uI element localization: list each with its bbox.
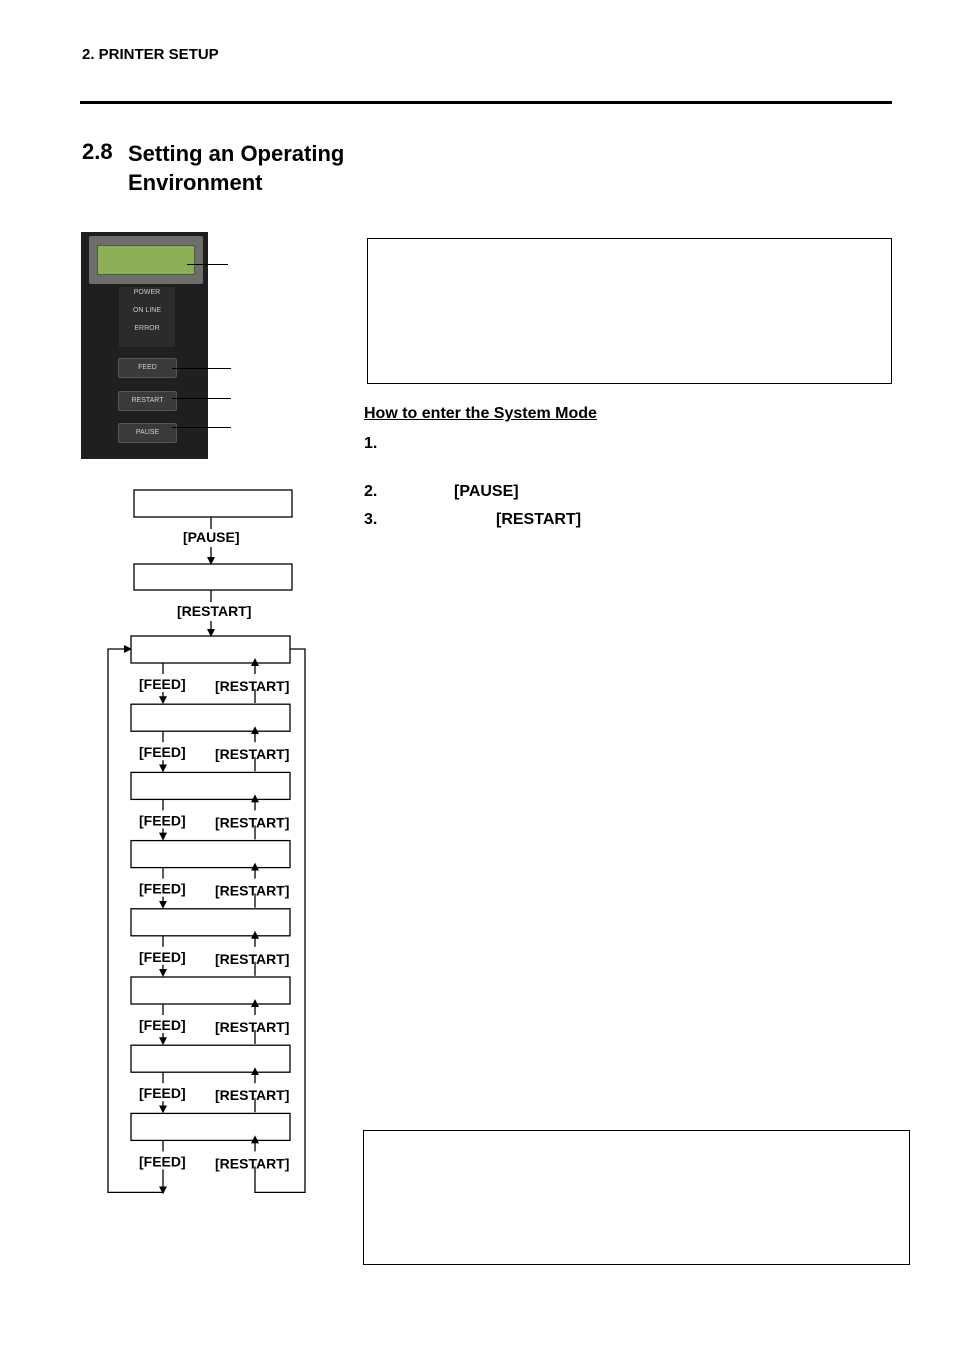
flow-box-menu-2 bbox=[131, 704, 290, 731]
step-2-key: [PAUSE] bbox=[454, 483, 519, 500]
section-title-line1: Setting an Operating bbox=[128, 141, 345, 166]
flow-label-feed: [FEED] bbox=[139, 812, 186, 829]
step-3-number: 3. bbox=[364, 511, 378, 528]
pause-key: PAUSE bbox=[118, 423, 177, 443]
flow-label-pause: [PAUSE] bbox=[183, 529, 240, 545]
flow-box-second bbox=[134, 564, 292, 590]
flow-box-menu-6 bbox=[131, 977, 290, 1004]
flow-box-menu-4 bbox=[131, 841, 290, 868]
feed-key: FEED bbox=[118, 358, 177, 378]
flow-label-restart-loop: [RESTART] bbox=[215, 1019, 290, 1035]
flow-box-menu-7 bbox=[131, 1045, 290, 1072]
led-online: ON LINE bbox=[132, 307, 161, 314]
led-power: POWER bbox=[133, 289, 161, 296]
step-3-key: [RESTART] bbox=[496, 511, 582, 528]
howto-heading: How to enter the System Mode bbox=[364, 405, 597, 422]
section-number: 2.8 bbox=[82, 139, 113, 164]
flow-label-restart-loop: [RESTART] bbox=[215, 678, 290, 694]
flow-label-restart-loop: [RESTART] bbox=[215, 746, 290, 763]
step-1-number: 1. bbox=[364, 435, 378, 452]
running-header: 2. PRINTER SETUP bbox=[82, 46, 219, 63]
flow-loop-back-right bbox=[255, 649, 305, 1192]
flow-label-feed: [FEED] bbox=[139, 744, 186, 761]
flow-label-restart-loop: [RESTART] bbox=[215, 1155, 290, 1172]
section-title-line2: Environment bbox=[128, 170, 263, 195]
flow-label-restart-loop: [RESTART] bbox=[215, 814, 290, 831]
flow-box-menu-8 bbox=[131, 1113, 290, 1140]
flow-label-feed: [FEED] bbox=[139, 1017, 186, 1033]
flow-label-restart-loop: [RESTART] bbox=[215, 1087, 290, 1104]
flow-label-restart-loop: [RESTART] bbox=[215, 950, 290, 967]
flow-label-feed: [FEED] bbox=[139, 880, 186, 897]
flow-box-initial bbox=[134, 490, 292, 517]
flow-label-feed: [FEED] bbox=[139, 948, 186, 965]
flow-label-feed: [FEED] bbox=[139, 676, 186, 692]
flow-loop-back-left bbox=[108, 649, 163, 1192]
led-error: ERROR bbox=[134, 325, 160, 332]
flow-label-feed: [FEED] bbox=[139, 1153, 186, 1170]
flow-label-feed: [FEED] bbox=[139, 1085, 186, 1102]
restart-key: RESTART bbox=[118, 391, 177, 411]
note-box-bottom bbox=[363, 1130, 910, 1265]
step-2-number: 2. bbox=[364, 483, 378, 500]
flow-label-restart-loop: [RESTART] bbox=[215, 882, 290, 899]
note-box-top bbox=[367, 238, 892, 384]
flow-box-menu-1 bbox=[131, 636, 290, 663]
flow-box-menu-3 bbox=[131, 772, 290, 799]
flow-box-menu-5 bbox=[131, 909, 290, 936]
flow-label-restart: [RESTART] bbox=[177, 603, 252, 619]
